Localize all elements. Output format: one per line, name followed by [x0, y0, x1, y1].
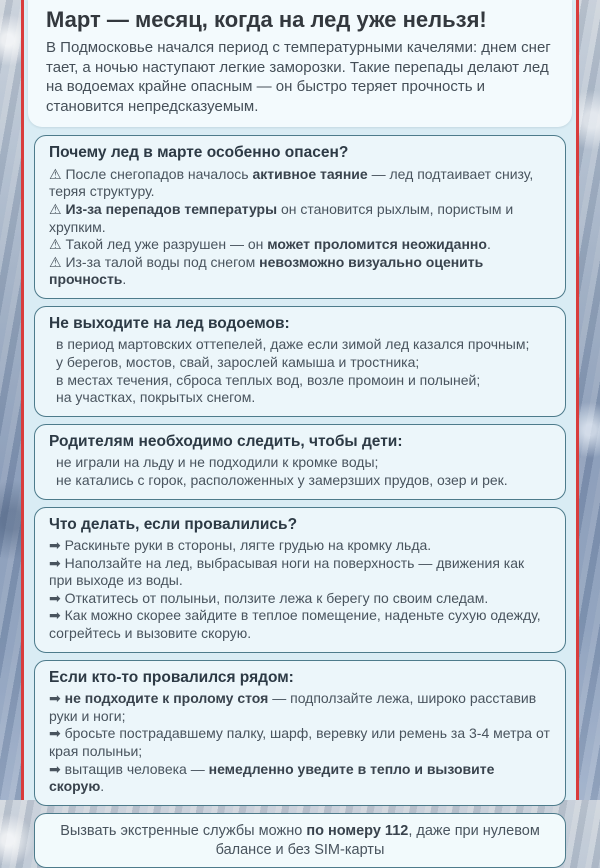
warning-icon: ⚠ — [49, 236, 66, 253]
card-item: на участках, покрытых снегом. — [56, 389, 256, 406]
card-item: в местах течения, сброса теплых вод, возле промоин и полыней; — [56, 371, 481, 388]
page-title: Март — месяц, когда на лед уже нельзя! — [46, 7, 487, 32]
card-item: ➡ не подходите к пролому стоя — подползайте лежа, широко расставив руки и ноги; — [49, 690, 537, 724]
info-card-if-you-fell-through — [34, 507, 566, 653]
info-cards-container — [24, 135, 576, 806]
info-card-parents-watch-children — [34, 424, 566, 500]
card-item-list — [49, 690, 551, 796]
card-heading: Почему лед в марте особенно опасен? — [49, 144, 349, 162]
content-frame — [21, 0, 579, 858]
info-card-if-someone-fell-nearby — [34, 660, 566, 806]
card-item: ➡ Как можно скорее зайдите в теплое помещение, наденьте сухую одежду, согрейтесь и вызовите скорую. — [49, 607, 541, 642]
arrow-icon: ➡ — [49, 607, 65, 624]
emergency-note-text: Вызвать экстренные службы можно по номеру 112, даже при нулевом балансе и без SIM-карты — [60, 822, 540, 858]
card-item-list — [49, 537, 551, 643]
card-item: у берегов, мостов, свай, зарослей камыша и тростника; — [56, 354, 420, 371]
arrow-icon: ➡ — [49, 589, 65, 606]
card-item: ➡ Наползайте на лед, выбрасывая ноги на поверхность — движения как при выходе из воды. — [49, 554, 525, 589]
card-item: ⚠ Из-за перепадов температуры он становится рыхлым, пористым и хрупким. — [49, 200, 514, 235]
emergency-note-card — [34, 813, 566, 868]
card-heading: Что делать, если провалились? — [49, 515, 298, 533]
card-item: ⚠ Из-за талой воды под снегом невозможно визуально оценить прочность. — [49, 253, 484, 288]
card-item: ➡ вытащив человека — немедленно уведите в тепло и вызовите скорую. — [49, 760, 495, 795]
card-item: ➡ Раскиньте руки в стороны, лягте грудью на кромку льда. — [49, 536, 432, 553]
arrow-icon: ➡ — [49, 536, 65, 553]
info-card-do-not-go-on-ice — [34, 306, 566, 417]
card-item: в период мартовских оттепелей, даже если зимой лед казался прочным; — [56, 336, 530, 353]
info-card-why-dangerous — [34, 135, 566, 299]
arrow-icon: ➡ — [49, 690, 65, 707]
card-heading: Если кто-то провалился рядом: — [49, 668, 294, 686]
warning-icon: ⚠ — [49, 253, 66, 270]
arrow-icon: ➡ — [49, 725, 65, 742]
card-item: ⚠ Такой лед уже разрушен — он может проломится неожиданно. — [49, 236, 491, 253]
card-item: не катались с горок, расположенных у замерзших прудов, озер и рек. — [56, 471, 508, 488]
card-heading: Родителям необходимо следить, чтобы дети: — [49, 432, 403, 450]
card-heading: Не выходите на лед водоемов: — [49, 315, 290, 333]
arrow-icon: ➡ — [49, 760, 65, 777]
card-item: не играли на льду и не подходили к кромке воды; — [56, 454, 379, 471]
card-item: ⚠ После снегопадов началось активное таяние — лед подтаивает снизу, теряя структуру. — [49, 165, 534, 200]
warning-icon: ⚠ — [49, 165, 66, 182]
hero-card — [28, 0, 572, 127]
card-item-list — [49, 166, 551, 289]
warning-icon: ⚠ — [49, 200, 66, 217]
arrow-icon: ➡ — [49, 554, 65, 571]
card-item-list — [49, 336, 551, 407]
card-item: ➡ Откатитесь от полыньи, ползите лежа к берегу по своим следам. — [49, 589, 489, 606]
card-item-list — [49, 454, 551, 489]
hero-paragraph: В Подмосковье начался период с температурными качелями: днем снег тает, а ночью наступают легкие заморозки. Такие перепады делают лед на водоемах крайне опасным — он быстро теряет прочность и становится непредсказуемым. — [46, 39, 551, 115]
card-item: ➡ бросьте пострадавшему палку, шарф, веревку или ремень за 3-4 метра от края полыньи; — [49, 725, 550, 759]
